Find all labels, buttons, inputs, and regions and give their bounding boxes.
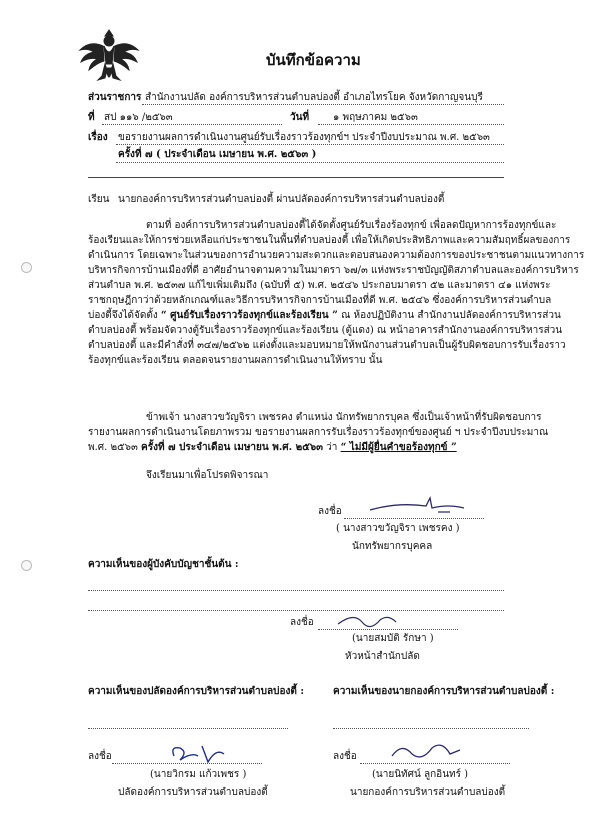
center-name: “ ศูนย์รับเรื่องราวร้องทุกข์และร้องเรียน ”: [160, 310, 338, 321]
deputy-sign-label: ลงชื่อ: [88, 751, 112, 762]
signer-1-position: นักทรัพยากรบุคคล: [352, 541, 433, 552]
paragraph-line: รายงานผลการดำเนินงานโดยภาพรวม ขอรายงานผลการรับเรื่องราวร้องทุกข์ของศูนย์ ฯ ประจำปีงบประมาณ: [88, 427, 549, 438]
ref-label: ที่: [88, 112, 95, 123]
paragraph-line: ร้องเรียนและให้การช่วยเหลือแก่ประชาชนในพื้นที่ตำบลบ่องตี้ เพื่อให้เกิดประสิทธิภาพและความสัมฤทธิ์ผลของการ: [88, 235, 571, 246]
paragraph-line: ร้องทุกข์และร้องเรียน ตลอดจนรายงานผลการดำเนินงานให้ทราบ นั้น: [88, 355, 383, 366]
ref-dotted-line: [102, 124, 282, 125]
paragraph-line: ตำบลบ่องตี้ และมีคำสั่งที่ ๓๔๗/๒๕๖๒ แต่งตั้งและมอบหมายให้พนักงานส่วนตำบลเป็นผู้รับผิดชอบการรับเรื่องราว: [88, 340, 566, 351]
mayor-position: นายกองค์การบริหารส่วนตำบลบ่องตี้: [350, 787, 506, 798]
signature-label: ลงชื่อ: [318, 506, 342, 517]
paragraph-line: ตำบลบ่องตี้ พร้อมจัดวางตู้รับเรื่องราวร้องทุกข์และร้องเรียน (ตู้แดง) ณ หน้าอาคารสำนักงานองค์การบริหารส่วน: [88, 325, 563, 336]
paragraph-line-result: [88, 440, 504, 455]
supervisor-sign-label: ลงชื่อ: [290, 617, 314, 628]
agency-value: สำนักงานปลัด องค์การบริหารส่วนตำบลบ่องตี้ อำเภอไทรโยค จังหวัดกาญจนบุรี: [145, 92, 483, 103]
paragraph-line: ราชกฤษฎีกาว่าด้วยหลักเกณฑ์และวิธีการบริหารกิจการบ้านเมืองที่ดี พ.ศ. ๒๕๔๖ ซึ่งองค์การบริหารส่วนตำบล: [88, 295, 552, 306]
header-divider: [88, 177, 504, 178]
round-suffix: ว่า: [326, 442, 338, 453]
paragraph-line: ตามที่ องค์การบริหารส่วนตำบลบ่องตี้ได้จัดตั้งศูนย์รับเรื่องร้องทุกข์ เพื่อลดปัญหาการร้องทุกข์และ: [146, 220, 557, 231]
ref-value: สป ๑๑๖ /๒๕๖๓: [104, 112, 173, 123]
memo-title: บันทึกข้อความ: [266, 51, 361, 69]
deputy-position: ปลัดองค์การบริหารส่วนตำบลบ่องตี้: [118, 787, 268, 798]
comment-line: [88, 590, 504, 591]
paragraph-line: ข้าพเจ้า นางสาวขวัญจิรา เพชรคง ตำแหน่ง นักทรัพยากรบุคล ซึ่งเป็นเจ้าหน้าที่รับผิดชอบการ: [146, 412, 542, 423]
body-paragraph-1: [88, 218, 585, 368]
agency-dotted-line: [142, 104, 504, 105]
salutation-value: นายกองค์การบริหารส่วนตำบลบ่องตี้ ผ่านปลัดองค์การบริหารส่วนตำบลบ่องตี้: [118, 194, 445, 205]
comment-line: [88, 728, 288, 729]
paragraph-line: บริหารกิจการบ้านเมืองที่ดี อาศัยอำนาจตามความในมาตรา ๖๗/๓ แห่งพระราชบัญญัติสภาตำบลและองค์การบริหาร: [88, 265, 579, 276]
comment-line: [88, 610, 504, 611]
supervisor-heading: ความเห็นของผู้บังคับบัญชาชั้นต้น :: [88, 559, 239, 570]
closing-text: จึงเรียนมาเพื่อโปรดพิจารณา: [146, 470, 269, 481]
agency-label: ส่วนราชการ: [88, 92, 142, 103]
paragraph-line: ดำเนินการ โดยเฉพาะในส่วนของการอำนวยความสะดวกและตอบสนองความต้องการของประชาชนตามแนวทางการ: [88, 250, 585, 261]
paragraph-text: พ.ศ. ๒๕๖๓: [88, 442, 138, 453]
body-paragraph-2: [88, 410, 549, 455]
deputy-heading: ความเห็นของปลัดองค์การบริหารส่วนตำบลบ่องตี้ :: [88, 686, 305, 697]
supervisor-position: หัวหน้าสำนักปลัด: [345, 651, 420, 662]
subject-dotted-line-2: [116, 162, 504, 163]
comment-line: [333, 728, 529, 729]
date-value: ๑ พฤษภาคม ๒๕๖๓: [333, 112, 418, 123]
report-round: ครั้งที่ ๗ ประจำเดือน เมษายน พ.ศ. ๒๕๖๓: [141, 442, 323, 453]
punch-hole: [21, 262, 32, 273]
mayor-heading: ความเห็นของนายกองค์การบริหารส่วนตำบลบ่องตี้ :: [333, 686, 555, 697]
signer-1-name: ( นางสาวขวัญจิรา เพชรคง ): [336, 523, 460, 534]
signature-line: [344, 518, 484, 519]
subject-dotted-line: [116, 144, 504, 145]
salutation-label: เรียน: [88, 194, 110, 205]
handwritten-signature-4: [388, 740, 468, 766]
handwritten-signature-2: [336, 610, 406, 634]
report-result: “ ไม่มีผู้ยื่นคำขอร้องทุกข์ ”: [340, 442, 457, 453]
subject-line-2: ครั้งที่ ๗ ( ประจำเดือน เมษายน พ.ศ. ๒๕๖๓ ): [118, 149, 317, 160]
paragraph-text: บ่องตี้จึงได้จัดตั้ง: [88, 310, 158, 321]
subject-line-1: ขอรายงานผลการดำเนินงานศูนย์รับเรื่องราวร้องทุกข์ฯ ประจำปีงบประมาณ พ.ศ. ๒๕๖๓: [118, 132, 490, 143]
paragraph-line: ส่วนตำบล พ.ศ. ๒๕๓๗ แก้ไขเพิ่มเติมถึง (ฉบับที่ ๕) พ.ศ. ๒๕๔๖ ประกอบมาตรา ๕๒ และมาตรา ๔๑ แห่งพระ: [88, 280, 551, 291]
supervisor-name: (นายสมบัติ รักษา ): [352, 633, 434, 644]
subject-label: เรื่อง: [88, 132, 108, 143]
mayor-name: (นายนิทัศน์ ลูกอินทร์ ): [372, 769, 469, 780]
deputy-name: (นายวิกรม แก้วเพชร ): [150, 769, 247, 780]
handwritten-signature-3: [168, 742, 238, 768]
paragraph-line-center: [88, 308, 561, 323]
handwritten-signature-1: [368, 494, 478, 518]
punch-hole: [21, 560, 32, 571]
date-dotted-line: [318, 124, 504, 125]
mayor-sign-label: ลงชื่อ: [333, 751, 357, 762]
garuda-emblem-icon: [78, 30, 140, 88]
date-label: วันที่: [290, 112, 310, 123]
paragraph-text: ณ ห้องปฏิบัติงาน สำนักงานปลัดองค์การบริหารส่วน: [341, 310, 561, 321]
